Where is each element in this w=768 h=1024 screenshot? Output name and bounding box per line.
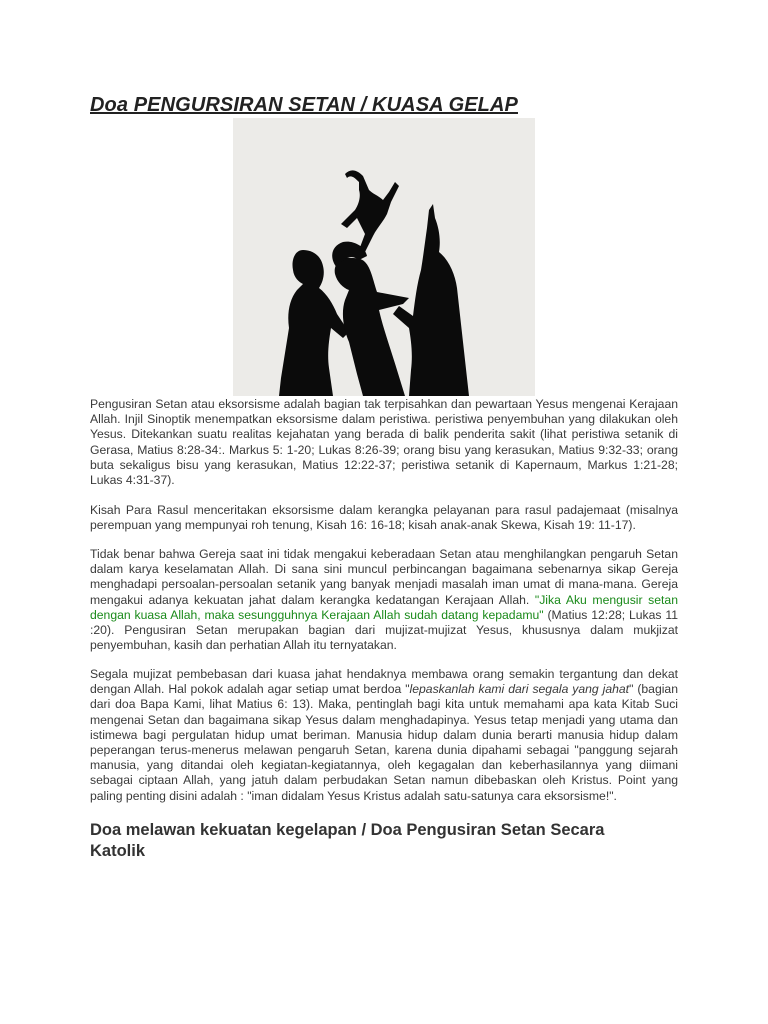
- paragraph-4: [90, 667, 678, 804]
- paragraph-1: Pengusiran Setan atau eksorsisme adalah bagian tak terpisahkan dan pewartaan Yesus mengenai Kerajaan Allah. Injil Sinoptik menempatkan eksorsisme dalam peristiwa. peristiwa penyembuhan yang dilakukan oleh Yesus. Ditekankan suatu realitas kejahatan yang berada di balik penderita sakit (lihat peristiwa setanik di Gerasa, Matius 8:28-34:. Markus 5: 1-20; Lukas 8:26-39; orang bisu yang kerasukan, Matius 9:32-33; orang buta sekaligus bisu yang kerasukan, Matius 12:22-37; peristiwa setanik di Kapernaum, Markus 1:21-28; Lukas 4:31-37).: [90, 397, 678, 488]
- prayer-quote: lepaskanlah kami dari segala yang jahat: [409, 682, 630, 697]
- paragraph-3-text-start: Tidak benar bahwa Gereja saat ini tidak mengakui keberadaan Setan atau menghilangkan pengaruh Setan dalam karya keselamatan Allah. Di sana sini muncul perbincangan bagaimana sebenarnya sikap Gereja menghadapi persoalan-persoalan setanik yang banyak menjadi masalah iman umat di mana-mana. Gereja mengakui adanya kekuatan jahat dalam kerangka kedatangan Kerajaan Allah.: [90, 547, 678, 607]
- paragraph-2: Kisah Para Rasul menceritakan eksorsisme dalam kerangka pelayanan para rasul padajemaat (misalnya perempuan yang mempunyai roh tenung, Kisah 16: 16-18; kisah anak-anak Skewa, Kisah 19: 11-17).: [90, 503, 678, 533]
- exorcism-silhouette-image: [233, 118, 535, 396]
- paragraph-4-text-end: " (bagian dari doa Bapa Kami, lihat Matius 6: 13). Maka, pentinglah bagi kita untuk memahami apa kata Kitab Suci mengenai Setan dan bagaimana sikap Yesus dalam menghadapinya. Yesus tetap menjadi yang utama dan istimewa bagi pergulatan hidup umat beriman. Manusia hidup dalam dunia berarti manusia hidup dalam peperangan terus-menerus melawan pengaruh Setan, karena dunia dipahami sebagai "panggung sejarah manusia, yang ditandai oleh kegiatan-kegiatannya, oleh kegagalan dan keberhasilannya yang diimani sebagai ciptaan Allah, yang jatuh dalam perbudakan Setan namun dibebaskan oleh Kristus. Point yang paling penting disini adalah : "iman didalam Yesus Kristus adalah satu-satunya cara eksorsisme!".: [90, 682, 678, 803]
- paragraph-3: [90, 547, 678, 653]
- paragraph-4-text-start: Segala mujizat pembebasan dari kuasa jahat hendaknya membawa orang semakin tergantung dan dekat dengan Allah. Hal pokok adalah agar setiap umat berdoa ": [90, 667, 678, 697]
- section-heading: Doa melawan kekuatan kegelapan / Doa Pengusiran Setan Secara Katolik: [90, 821, 605, 860]
- paragraph-3-text-end: (Matius 12:28; Lukas 11 :20). Pengusiran Setan merupakan bagian dari mujizat-mujizat Yesus, khususnya dalam mukjizat penyembuhan, kasih dan perhatian Allah itu ternyatakan.: [90, 607, 678, 653]
- page-title: Doa PENGURSIRAN SETAN / KUASA GELAP: [90, 94, 518, 116]
- bible-quote: "Jika Aku mengusir setan dengan kuasa Allah, maka sesungguhnya Kerajaan Allah sudah datang kepadamu": [90, 592, 678, 622]
